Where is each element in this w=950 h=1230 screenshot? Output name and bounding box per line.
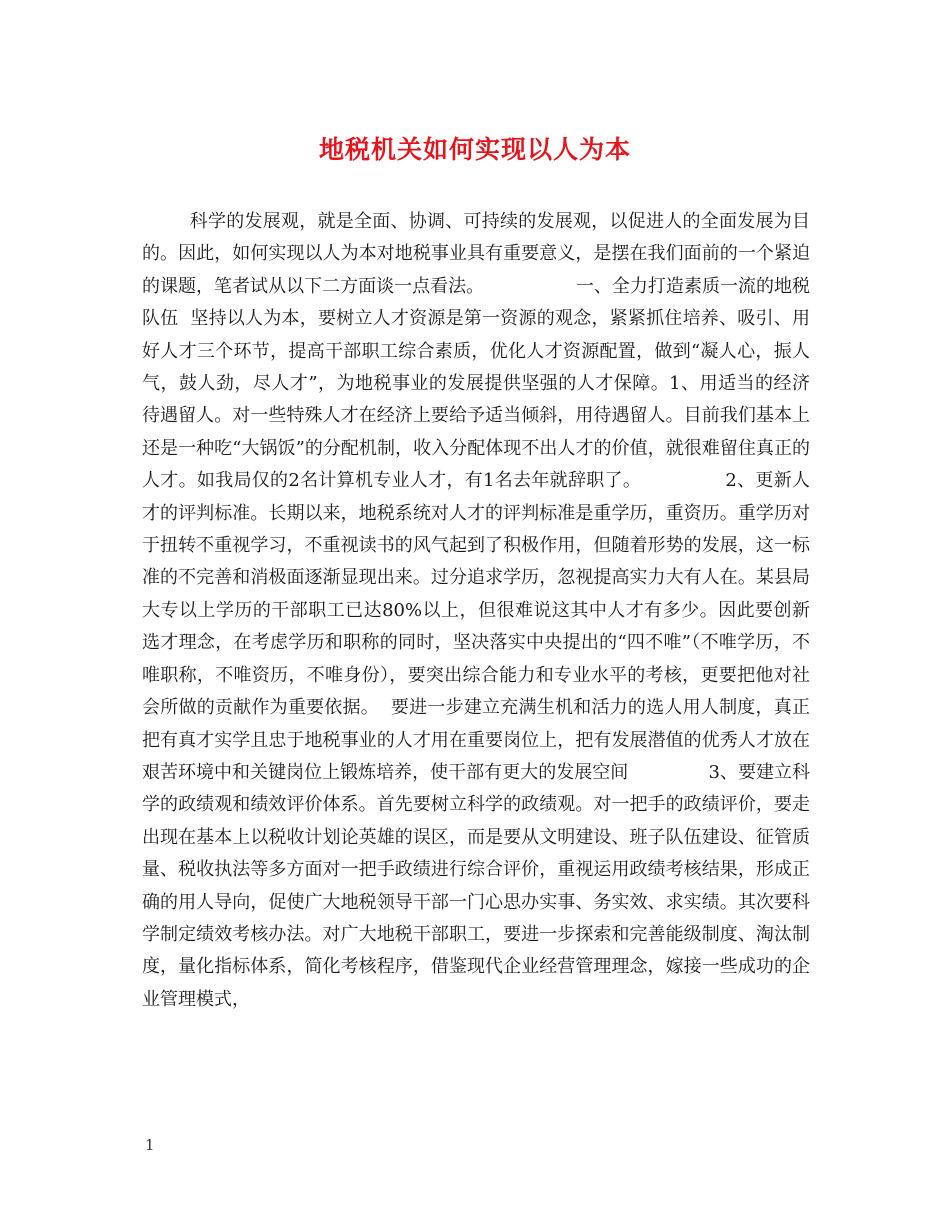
page-number: 1 <box>145 1136 155 1154</box>
document-body: 科学的发展观，就是全面、协调、可持续的发展观，以促进人的全面发展为目的。因此，如何实现以人为本对地税事业具有重要意义，是摆在我们面前的一个紧迫的课题，笔者试从以下二方面谈一点看法。 一、全力打造素质一流的地税队伍 坚持以人为本，要树立人才资源是第一资源的观念，紧紧抓住培养、吸引、用好人才三个环节，提高干部职工综合素质，优化人才资源配置，做到“凝人心，振人气，鼓人劲，尽人才”，为地税事业的发展提供坚强的人才保障。1、用适当的经济待遇留人。对一些特殊人才在经济上要给予适当倾斜，用待遇留人。目前我们基本上还是一种吃“大锅饭”的分配机制，收入分配体现不出人才的价值，就很难留住真正的人才。如我局仅的2名计算机专业人才，有1名去年就辞职了。 2、更新人才的评判标准。长期以来，地税系统对人才的评判标准是重学历，重资历。重学历对于扭转不重视学习，不重视读书的风气起到了积极作用，但随着形势的发展，这一标准的不完善和消极面逐渐显现出来。过分追求学历，忽视提高实力大有人在。某县局大专以上学历的干部职工已达80%以上，但很难说这其中人才有多少。因此要创新选才理念，在考虑学历和职称的同时，坚决落实中央提出的“四不唯”（不唯学历，不唯职称，不唯资历，不唯身份），要突出综合能力和专业水平的考核，更要把他对社会所做的贡献作为重要依据。 要进一步建立充满生机和活力的选人用人制度，真正把有真才实学且忠于地税事业的人才用在重要岗位上，把有发展潜值的优秀人才放在艰苦环境中和关键岗位上锻炼培养，使干部有更大的发展空间 3、要建立科学的政绩观和绩效评价体系。首先要树立科学的政绩观。对一把手的政绩评价，要走出现在基本上以税收计划论英雄的误区，而是要从文明建设、班子队伍建设、征管质量、税收执法等多方面对一把手政绩进行综合评价，重视运用政绩考核结果，形成正确的用人导向，促使广大地税领导干部一门心思办实事、务实效、求实绩。其次要科学制定绩效考核办法。对广大地税干部职工，要进一步探索和完善能级制度、淘汰制度，量化指标体系，简化考核程序，借鉴现代企业经营管理理念，嫁接一些成功的企业管理模式， <box>142 211 811 1010</box>
document-title: 地税机关如何实现以人为本 <box>318 135 631 164</box>
